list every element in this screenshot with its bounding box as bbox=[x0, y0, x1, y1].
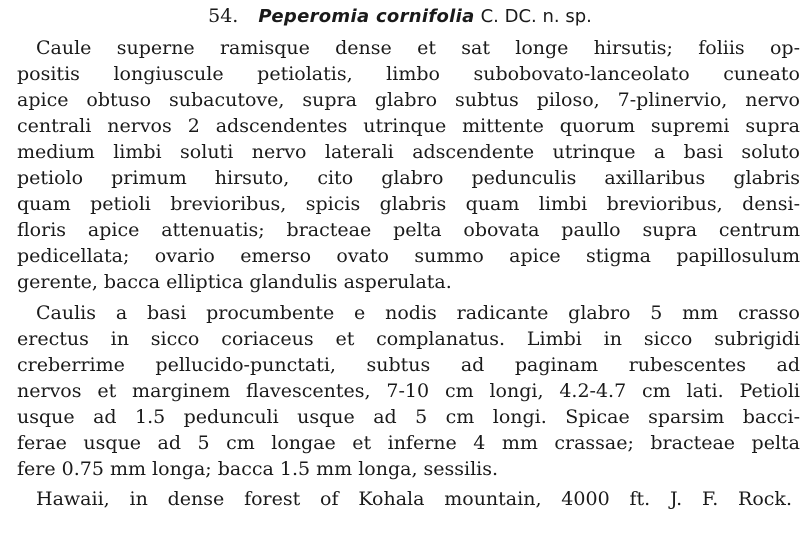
locality-line: Hawaii, in dense forest of Kohala mountain, 4000 ft. J. F. Rock. bbox=[36, 488, 792, 510]
species-heading bbox=[0, 4, 800, 29]
description-line: Caule superne ramisque dense et sat longe hirsutis; foliis op- bbox=[36, 37, 800, 59]
description-line: floris apice attenuatis; bracteae pelta obovata paullo supra centrum bbox=[17, 219, 800, 241]
species-number: 54. bbox=[208, 5, 239, 27]
details-line: Caulis a basi procumbente e nodis radicante glabro 5 mm crasso bbox=[36, 302, 800, 324]
description-line: medium limbi soluti nervo laterali adscendente utrinque a basi soluto bbox=[17, 141, 800, 163]
description-line: gerente, bacca elliptica glandulis asperulata. bbox=[17, 271, 452, 293]
species-author: C. DC. n. sp. bbox=[480, 6, 592, 27]
details-line: usque ad 1.5 pedunculi usque ad 5 cm longi. Spicae sparsim bacci- bbox=[17, 406, 800, 428]
details-line: creberrime pellucido-punctati, subtus ad paginam rubescentes ad bbox=[17, 354, 800, 376]
details-line: erectus in sicco coriaceus et complanatus. Limbi in sicco subrigidi bbox=[17, 328, 800, 350]
details-line: ferae usque ad 5 cm longae et inferne 4 mm crassae; bracteae pelta bbox=[17, 432, 800, 454]
details-line: nervos et marginem flavescentes, 7-10 cm longi, 4.2-4.7 cm lati. Petioli bbox=[17, 380, 800, 402]
description-line: quam petioli brevioribus, spicis glabris quam limbi brevioribus, densi- bbox=[17, 193, 800, 215]
description-line: petiolo primum hirsuto, cito glabro pedunculis axillaribus glabris bbox=[17, 167, 800, 189]
details-line: fere 0.75 mm longa; bacca 1.5 mm longa, sessilis. bbox=[17, 458, 499, 480]
description-line: pedicellata; ovario emerso ovato summo apice stigma papillosulum bbox=[17, 245, 800, 267]
description-line: apice obtuso subacutove, supra glabro subtus piloso, 7-plinervio, nervo bbox=[17, 89, 800, 111]
description-line: centrali nervos 2 adscendentes utrinque mittente quorum supremi supra bbox=[17, 115, 800, 137]
species-name: Peperomia cornifolia bbox=[258, 6, 475, 27]
description-line: positis longiuscule petiolatis, limbo subobovato-lanceolato cuneato bbox=[17, 63, 800, 85]
